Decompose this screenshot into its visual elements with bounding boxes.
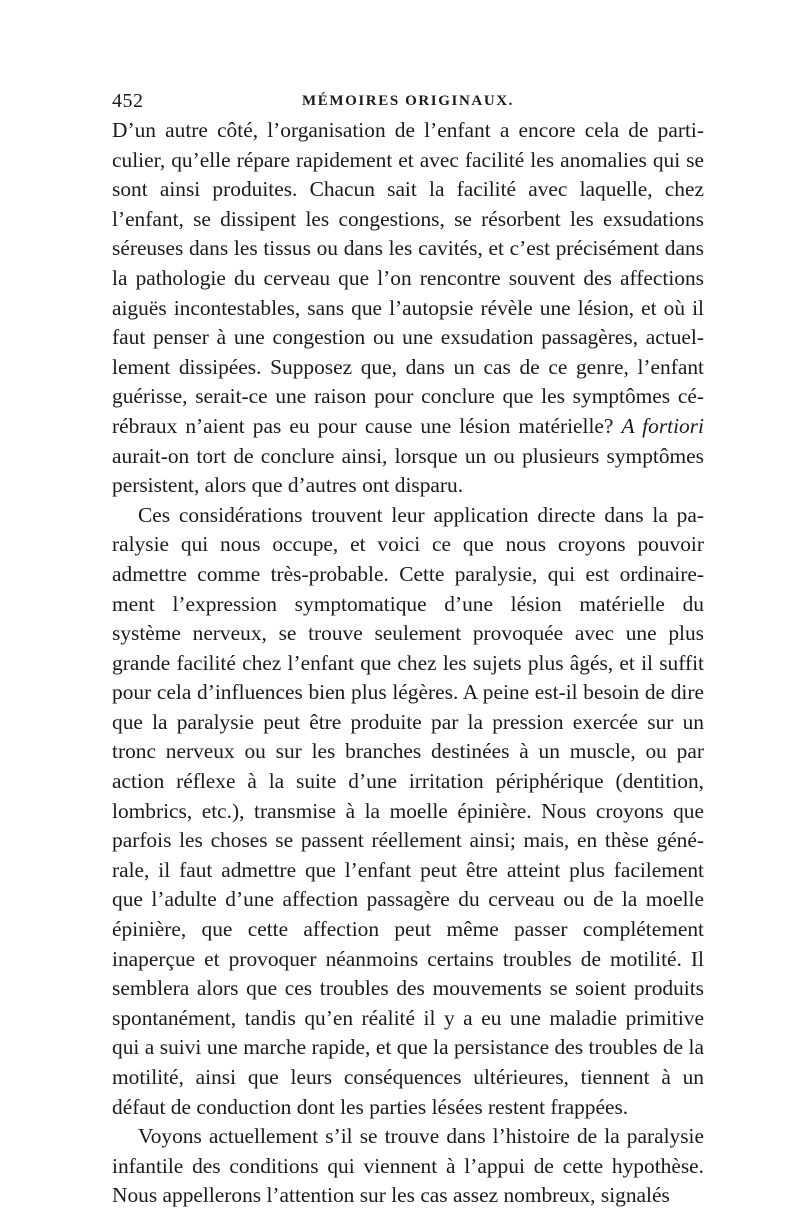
paragraph-3: Voyons actuellement s’il se trouve dans l’histoire de la paralysie infantile des conditions qui viennent à l’appui de cette hypothèse. Nous appellerons l’attention sur les cas assez nombreux, signalés [112, 1124, 704, 1208]
paragraph-2: Ces considérations trouvent leur application directe dans la paralysie qui nous occupe, et voici ce que nous croyons pouvoir admettre comme très-probable. Cette paralysie, qui est ordinairement l’expression symptomatique d’une lésion matérielle du système nerveux, se trouve seulement provoquée avec une plus grande facilité chez l’enfant que chez les sujets plus âgés, et il suffit pour cela d’influences bien plus légères. A peine est-il besoin de dire que la paralysie peut être produite par la pression exercée sur un tronc nerveux ou sur les branches destinées à un muscle, ou par action réflexe à la suite d’une irritation périphérique (dentition, lombrics, etc.), transmise à la moelle épinière. Nous croyons que parfois les choses se passent réellement ainsi; mais, en thèse générale, il faut admettre que l’enfant peut être atteint plus facilement que l’adulte d’une affection passagère du cerveau ou de la moelle épinière, que cette affection peut même passer complétement inaperçue et provoquer néanmoins certains troubles de motilité. Il semblera alors que ces troubles des mouvements se soient produits spontanément, tandis qu’en réalité il y a eu une maladie primitive qui a suivi une marche rapide, et que la persistance des troubles de la motilité, ainsi que leurs conséquences ultérieures, tiennent à un défaut de conduction dont les parties lésées restent frappées. [112, 502, 704, 1119]
running-title: MÉMOIRES ORIGINAUX. [301, 93, 515, 109]
paragraph-1-ending: aurait-on tort de conclure ainsi, lorsque un ou plusieurs symptômes persistent, alors que d’autres ont disparu. [112, 443, 704, 498]
book-page [112, 88, 704, 1211]
paragraph-1 [112, 116, 704, 501]
page-number: 452 [112, 90, 144, 112]
paragraph-1-italic-phrase: A fortiori [621, 413, 704, 438]
running-head [112, 88, 704, 116]
body-text [112, 116, 704, 1211]
paragraph-1-text: D’un autre côté, l’organisation de l’enfant a encore cela de particulier, qu’elle répare rapidement et avec facilité les anomalies qui se sont ainsi produites. Chacun sait la facilité avec laquelle, chez l’enfant, se dissipent les congestions, se résorbent les exsudations séreuses dans les tissus ou dans les cavités, et c’est précisément dans la pathologie du cerveau que l’on rencontre souvent des affections aiguës incontestables, sans que l’autopsie révèle une lésion, et où il faut penser à une congestion ou une exsudation passagères, actuellement dissipées. Supposez que, dans un cas de ce genre, l’enfant guérisse, serait-ce une raison pour conclure que les symptômes cérébraux n’aient pas eu pour cause une lésion matérielle? [112, 118, 704, 438]
